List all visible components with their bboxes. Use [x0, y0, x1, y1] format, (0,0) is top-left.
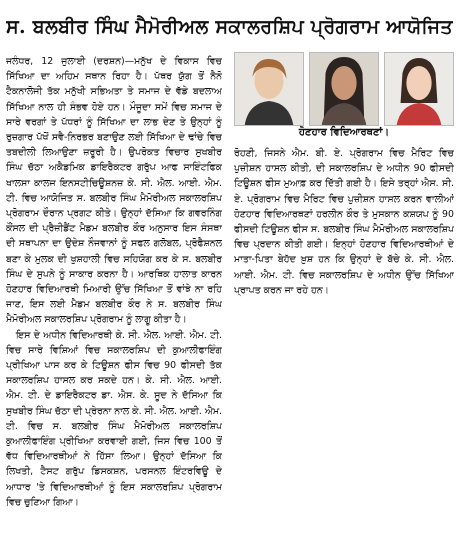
article-paragraph-3: ਰੋਹਣੀ, ਜਿਸਨੇ ਐਮ. ਬੀ. ਏ. ਪ੍ਰੋਗਰਾਮ ਵਿਚ ਮੈਰਿਟ ਵਿਚ ਪੁਜ਼ੀਸ਼ਨ ਹਾਸਲ ਕੀਤੀ, ਦੀ ਸਕਾਲਰਸ਼ਿਪ ਦੇ ਅਧੀਨ 90 ਫੀਸਦੀ ਟਿਊਸ਼ਨ ਫੀਸ ਮੁਆਫ਼ ਕਰ ਦਿੱਤੀ ਗਈ ਹੈ। ਇਸੇ ਤਰ੍ਹਾਂ ਐਸ. ਸੀ. ਏ. ਪ੍ਰੋਗਰਾਮ ਵਿਚ ਮੈਰਿਟ ਵਿਚ ਪੁਜ਼ੀਸ਼ਨ ਹਾਸਲ ਕਰਨ ਵਾਲੀਆਂ ਹੋਣਹਾਰ ਵਿਦਿਆਰਥਣਾਂ ਹਰਲੀਨ ਕੌਰ ਤੇ ਮੁਸਕਾਨ ਕਸ਼ਯਪ ਨੂੰ 90 ਫੀਸਦੀ ਟਿਊਸ਼ਨ ਫੀਸ ਸ. ਬਲਬੀਰ ਸਿੰਘ ਮੈਮੋਰੀਅਲ ਸਕਾਲਰਸ਼ਿਪ ਵਿਚ ਪ੍ਰਦਾਨ ਕੀਤੀ ਗਈ। ਇਨ੍ਹਾਂ ਹੋਣਹਾਰ ਵਿਦਿਆਰਥੀਆਂ ਦੇ ਮਾਤਾ-ਪਿਤਾ ਬੇਹੱਦ ਖ਼ੁਸ਼ ਹਨ ਕਿ ਉਨ੍ਹਾਂ ਦੇ ਬੱਚੇ ਕੇ. ਸੀ. ਐਲ. ਆਈ. ਐਮ. ਟੀ. ਵਿਚ ਸਕਾਲਰਸ਼ਿਪ ਦੇ ਅਧੀਨ ਉੱਚ ਸਿੱਖਿਆ ਪ੍ਰਾਪਤ ਕਰਨ ਜਾ ਰਹੇ ਹਨ।: [234, 148, 454, 296]
photo-caption: ਹੋਣਹਾਰ ਵਿਦਿਆਰਥਣਾਂ।: [298, 127, 390, 138]
student-photo-2: [309, 52, 379, 126]
student-photo-1: [234, 52, 304, 126]
article-paragraph-2: ਇਸ ਦੇ ਅਧੀਨ ਵਿਦਿਆਰਥੀ ਕੇ. ਸੀ. ਐਲ. ਆਈ. ਐਮ. ਟੀ. ਵਿਚ ਸਾਰੇ ਵਿਸ਼ਿਆਂ ਵਿਚ ਸਕਾਲਰਸ਼ਿਪ ਦੀ ਕੁਆਲੀਫਾਇੰਗ ਪ੍ਰੀਖਿਆ ਪਾਸ ਕਰ ਕੇ ਟਿਊਸ਼ਨ ਫੀਸ ਵਿਚ 90 ਫੀਸਦੀ ਤੱਕ ਸਕਾਲਰਸ਼ਿਪ ਹਾਸਲ ਕਰ ਸਕਦੇ ਹਨ। ਕੇ. ਸੀ. ਐਲ. ਆਈ. ਐਮ. ਟੀ. ਦੇ ਡਾਇਰੈਕਟਰ ਡਾ. ਐਸ. ਕੇ. ਸੂਦ ਨੇ ਦੱਸਿਆ ਕਿ ਸੁਖਬੀਰ ਸਿੰਘ ਚੱਠਾ ਦੀ ਪ੍ਰੇਰਨਾ ਨਾਲ ਕੇ. ਸੀ. ਐਲ. ਆਈ. ਐਮ. ਟੀ. ਵਿਚ ਸ. ਬਲਬੀਰ ਸਿੰਘ ਮੈਮੋਰੀਅਲ ਸਕਾਲਰਸ਼ਿਪ ਕੁਆਲੀਫਾਇੰਗ ਪ੍ਰੀਖਿਆ ਕਰਵਾਈ ਗਈ, ਜਿਸ ਵਿਚ 100 ਤੋਂ ਵੱਧ ਵਿਦਿਆਰਥੀਆਂ ਨੇ ਹਿੱਸਾ ਲਿਆ। ਉਨ੍ਹਾਂ ਦੱਸਿਆ ਕਿ ਲਿਖਤੀ, ਟੈਸਟ ਗਰੁੱਪ ਡਿਸਕਸ਼ਨ, ਪਰਸਨਲ ਇੰਟਰਵਿਊ ਦੇ ਆਧਾਰ 'ਤੇ ਵਿਦਿਆਰਥੀਆਂ ਨੂੰ ਇਸ ਸਕਾਲਰਸ਼ਿਪ ਪ੍ਰੋਗਰਾਮ ਵਿਚ ਚੁਣਿਆ ਗਿਆ।: [6, 329, 222, 508]
student-photos: [234, 52, 454, 124]
right-column: [234, 146, 454, 346]
left-column: [6, 54, 222, 532]
student-photo-3: [384, 52, 454, 126]
article-paragraph-1: ਜਲੰਧਰ, 12 ਜੁਲਾਈ (ਦਰਸ਼ਨ)—ਮਨੁੱਖ ਦੇ ਵਿਕਾਸ ਵਿਚ ਸਿੱਖਿਆ ਦਾ ਅਹਿਮ ਸਥਾਨ ਰਿਹਾ ਹੈ। ਪੱਥਰ ਯੁੱਗ ਤੋਂ ਨੈਨੋ ਟੈਕਨਾਲੋਜੀ ਤੱਕ ਮਨੁੱਖੀ ਸਭਿਅਤਾ ਤੇ ਸਮਾਜ ਦੇ ਵੱਡੇ ਬਦਲਾਅ ਸਿੱਖਿਆ ਨਾਲ ਹੀ ਸੰਭਵ ਹੋਏ ਹਨ। ਮੌਜੂਦਾ ਸਮੇਂ ਵਿਚ ਸਮਾਜ ਦੇ ਸਾਰੇ ਵਰਗਾਂ ਤੇ ਪੱਧਰਾਂ ਨੂੰ ਸਿੱਖਿਆ ਦਾ ਲਾਭ ਦੇਣ ਤੇ ਉਨ੍ਹਾਂ ਨੂੰ ਰੁਜ਼ਗਾਰ ਪੱਖੋਂ ਸਵੈ-ਨਿਰਭਰ ਬਣਾਉਣ ਲਈ ਸਿੱਖਿਆ ਦੇ ਢਾਂਚੇ ਵਿਚ ਤਬਦੀਲੀ ਲਿਆਉਣਾ ਜ਼ਰੂਰੀ ਹੈ। ਉਪਰੋਕਤ ਵਿਚਾਰ ਸੁਖਬੀਰ ਸਿੰਘ ਚੱਠਾ ਅਕੈਡਮਿਕ ਡਾਇਰੈਕਟਰ ਗਰੁੱਪ ਆਫ ਸਾਇੰਟਫਿਕ ਖਾਲਸਾ ਕਾਲਜ ਇਨਸਟੀਚਿਊਸ਼ਨਜ਼ ਕੇ. ਸੀ. ਐਲ. ਆਈ. ਐਮ. ਟੀ. ਵਿਚ ਆਯੋਜਿਤ ਸ. ਬਲਬੀਰ ਸਿੰਘ ਮੈਮੋਰੀਅਲ ਸਕਾਲਰਸ਼ਿਪ ਪ੍ਰੋਗਰਾਮ ਦੌਰਾਨ ਪ੍ਰਗਟ ਕੀਤੇ। ਉਨ੍ਹਾਂ ਦੱਸਿਆ ਕਿ ਗਵਰਨਿੰਗ ਕੌਂਸਲ ਦੀ ਪ੍ਰੈਜ਼ੀਡੈਂਟ ਮੈਡਮ ਬਲਬੀਰ ਕੌਰ ਅਨੁਸਾਰ ਇਸ ਸੰਸਥਾ ਦੀ ਸਥਾਪਨਾ ਦਾ ਉਦੇਸ਼ ਨੌਜਵਾਨਾਂ ਨੂੰ ਸਫਲ ਗਲੋਬਲ, ਪ੍ਰੋਫੈਸ਼ਨਲ ਬਣਾ ਕੇ ਮੁਲਕ ਦੀ ਖੁਸ਼ਹਾਲੀ ਵਿਚ ਸਹਿਯੋਗ ਕਰ ਕੇ ਸ. ਬਲਬੀਰ ਸਿੰਘ ਦੇ ਸੁਪਨੇ ਨੂੰ ਸਾਕਾਰ ਕਰਨਾ ਹੈ। ਆਰਥਿਕ ਹਾਲਾਤ ਕਾਰਨ ਹੋਣਹਾਰ ਵਿਦਿਆਰਥੀ ਮਿਆਰੀ ਉੱਚ ਸਿੱਖਿਆ ਤੋਂ ਵਾਂਝੇ ਨਾ ਰਹਿ ਜਾਣ, ਇਸ ਲਈ ਮੈਡਮ ਬਲਬੀਰ ਕੌਰ ਨੇ ਸ. ਬਲਬੀਰ ਸਿੰਘ ਮੈਮੋਰੀਅਲ ਸਕਾਲਰਸ਼ਿਪ ਪ੍ਰੋਗਰਾਮ ਨੂੰ ਲਾਗੂ ਕੀਤਾ ਹੈ।: [6, 56, 222, 326]
headline: ਸ. ਬਲਬੀਰ ਸਿੰਘ ਮੈਮੋਰੀਅਲ ਸਕਾਲਰਸ਼ਿਪ ਪ੍ਰੋਗਰਾਮ ਆਯੋਜਿਤ: [6, 16, 453, 38]
